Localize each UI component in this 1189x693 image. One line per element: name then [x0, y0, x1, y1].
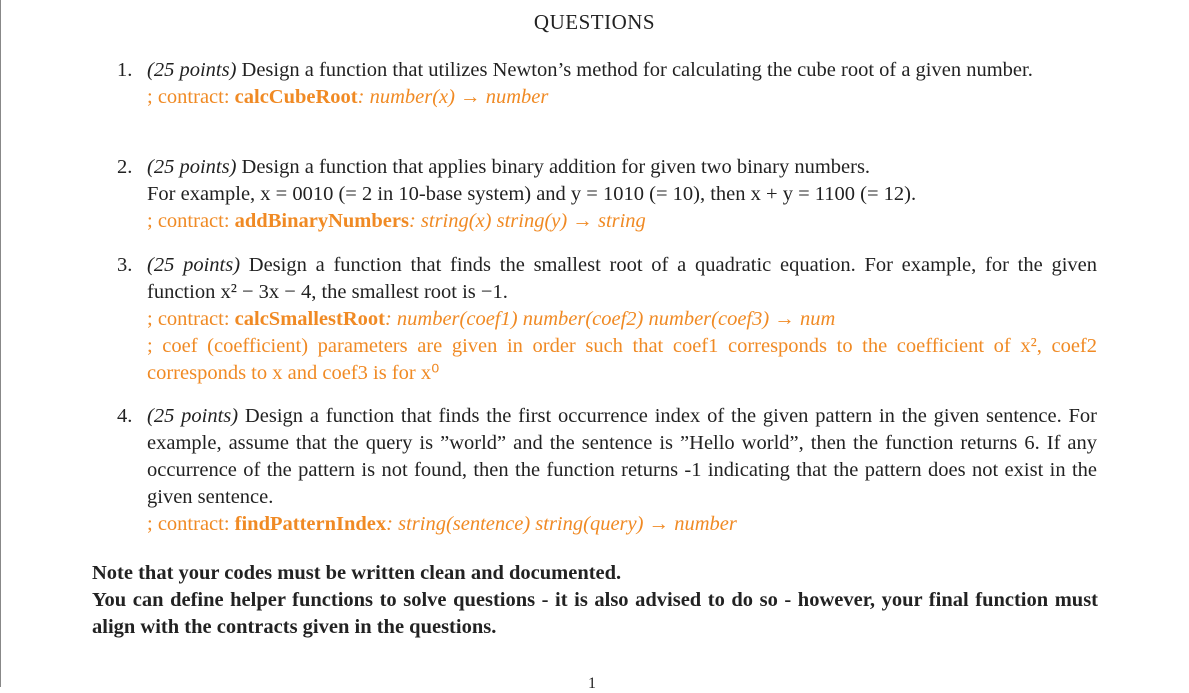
- contract-line: [147, 208, 1097, 235]
- contract-line: [147, 306, 1097, 333]
- question-number: 3.: [117, 254, 133, 276]
- contract-prefix: ; contract:: [147, 513, 235, 535]
- question-number: 4.: [117, 405, 133, 427]
- contract-signature: : string(sentence) string(query) → number: [386, 513, 737, 535]
- question-text: Design a function that applies binary addition for given two binary numbers.: [236, 156, 871, 178]
- contract-signature: : string(x) string(y) → string: [408, 210, 646, 232]
- contract-function-name: calcCubeRoot: [234, 86, 358, 108]
- contract-function-name: addBinaryNumbers: [234, 210, 409, 232]
- question-points: (25 points): [147, 405, 239, 427]
- question-text: Design a function that utilizes Newton’s method for calculating the cube root of a given number.: [236, 59, 1033, 81]
- contract-signature: : number(coef1) number(coef2) number(coef3) → num: [384, 308, 836, 330]
- page-number: 1: [588, 675, 596, 692]
- page-border: [0, 0, 1, 687]
- question-text: Design a function that finds the smallest root of a quadratic equation. For example, for the given function x² − 3x − 4, the smallest root is −1.: [147, 254, 1097, 303]
- note-block: [92, 560, 1098, 641]
- question-number: 2.: [117, 156, 133, 178]
- question-points: (25 points): [147, 254, 241, 276]
- contract-line: [147, 84, 1097, 111]
- question-1: [117, 57, 1097, 111]
- question-text: Design a function that finds the first occurrence index of the given pattern in the given sentence. For example, assume that the query is ”world” and the sentence is ”Hello world”, then the function returns 6. If any occurrence of the pattern is not found, then the function returns -1 indicating that the pattern does not exist in the given sentence.: [147, 405, 1097, 508]
- contract-prefix: ; contract:: [147, 308, 235, 330]
- question-points: (25 points): [147, 156, 237, 178]
- question-number: 1.: [117, 59, 133, 81]
- note-line-2: You can define helper functions to solve questions - it is also advised to do so - however, your final function must align with the contracts given in the questions.: [92, 589, 1098, 638]
- question-example: For example, x = 0010 (= 2 in 10-base system) and y = 1010 (= 10), then x + y = 1100 (= 12).: [147, 183, 917, 205]
- contract-note: ; coef (coefficient) parameters are given in order such that coef1 corresponds to the coefficient of x², coef2 corresponds to x and coef3 is for x⁰: [147, 335, 1097, 384]
- question-4: [117, 403, 1097, 538]
- question-points: (25 points): [147, 59, 237, 81]
- contract-function-name: calcSmallestRoot: [234, 308, 385, 330]
- question-3: [117, 252, 1097, 387]
- contract-line: [147, 511, 1097, 538]
- contract-function-name: findPatternIndex: [234, 513, 387, 535]
- contract-prefix: ; contract:: [147, 210, 235, 232]
- contract-signature: : number(x) → number: [357, 86, 549, 108]
- note-line-1: Note that your codes must be written clean and documented.: [92, 562, 622, 584]
- contract-prefix: ; contract:: [147, 86, 235, 108]
- question-2: [117, 154, 1097, 235]
- page-title: QUESTIONS: [533, 10, 656, 34]
